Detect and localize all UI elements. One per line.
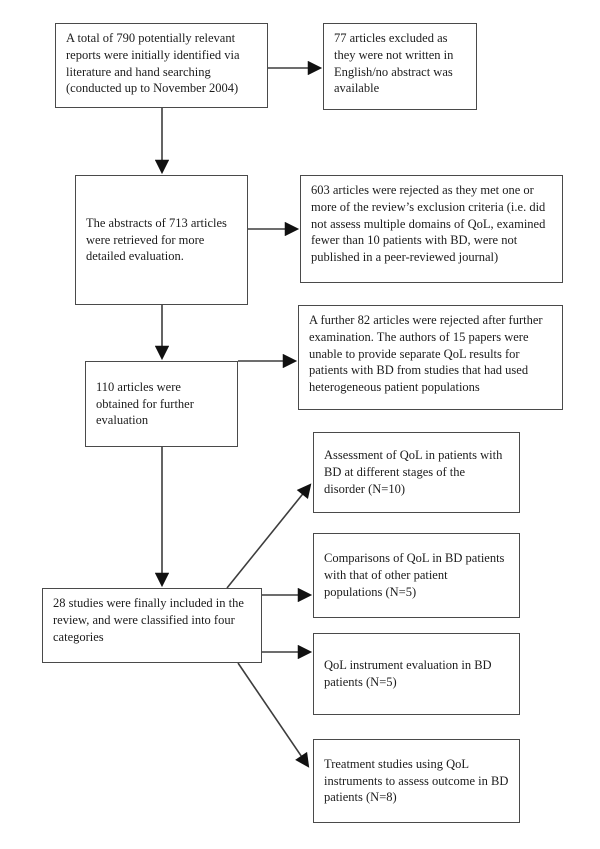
- box-category-treatment-studies: [313, 739, 520, 823]
- box-category-instrument-evaluation: [313, 633, 520, 715]
- box-obtained-for-evaluation: [85, 361, 238, 447]
- box-category-comparisons: [313, 533, 520, 618]
- box-category-instrument-evaluation-text: QoL instrument evaluation in BD patients (N=5): [324, 658, 492, 689]
- arrow-included-to-treatment: [238, 663, 308, 766]
- box-identified-reports-text: A total of 790 potentially relevant reports were initially identified via literature and hand searching (conducted up to November 2004): [66, 31, 240, 96]
- box-excluded-not-english: [323, 23, 477, 110]
- box-rejected-exclusion-criteria-text: 603 articles were rejected as they met one or more of the review’s exclusion criteria (i.e. did not assess multiple domains of QoL, examined fewer than 10 patients with BD, were not published in a peer-reviewed journal): [311, 183, 546, 264]
- arrow-included-to-assessment: [227, 485, 310, 588]
- box-category-comparisons-text: Comparisons of QoL in BD patients with that of other patient populations (N=5): [324, 551, 505, 599]
- box-category-treatment-studies-text: Treatment studies using QoL instruments to assess outcome in BD patients (N=8): [324, 756, 509, 805]
- box-studies-included: [42, 588, 262, 663]
- box-obtained-for-evaluation-text: 110 articles were obtained for further evaluation: [96, 379, 194, 428]
- box-studies-included-text: 28 studies were finally included in the review, and were classified into four categories: [53, 596, 244, 644]
- box-excluded-not-english-text: 77 articles excluded as they were not written in English/no abstract was available: [334, 31, 454, 96]
- box-abstracts-retrieved-text: The abstracts of 713 articles were retrieved for more detailed evaluation.: [86, 215, 227, 264]
- box-identified-reports: [55, 23, 268, 108]
- box-category-assessment-text: Assessment of QoL in patients with BD at different stages of the disorder (N=10): [324, 448, 503, 496]
- box-rejected-after-examination-text: A further 82 articles were rejected after further examination. The authors of 15 papers were unable to provide separate QoL results for patients with BD from studies that had used heterogeneous patient populations: [309, 313, 543, 394]
- box-category-assessment: [313, 432, 520, 513]
- box-abstracts-retrieved: [75, 175, 248, 305]
- box-rejected-after-examination: [298, 305, 563, 410]
- box-rejected-exclusion-criteria: [300, 175, 563, 283]
